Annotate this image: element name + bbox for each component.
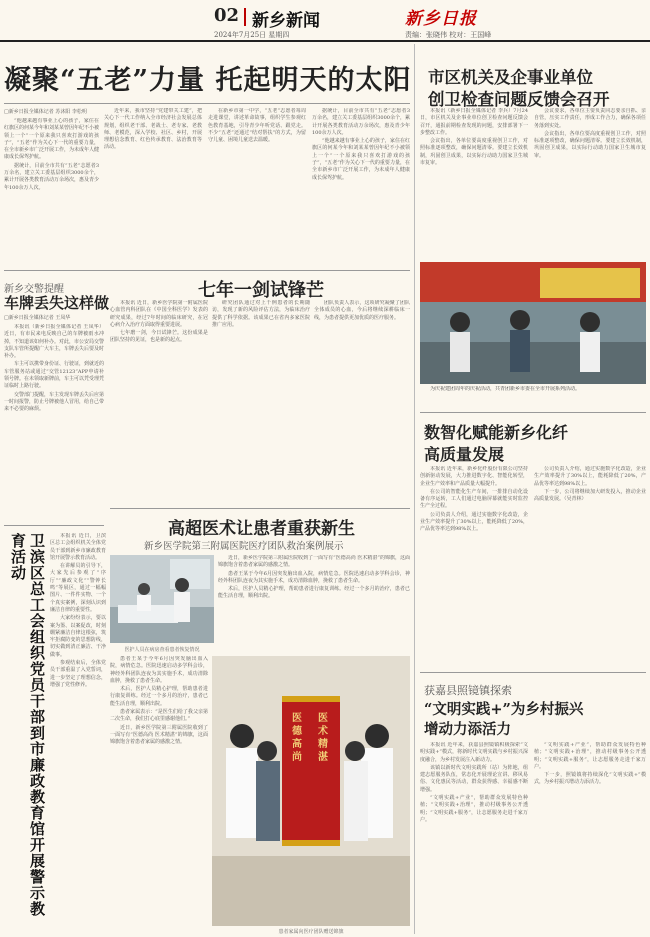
digital-rule	[420, 672, 646, 673]
union-body: 本报讯 近日，卫滨区总工会组织机关全体党员干部到新乡市廉政教育馆开展警示教育活动。 在讲解员的引导下，大家先后参观了“序厅”“廉政文化”“警钟长鸣”等展区，通过一幅幅图片、一件件实物、一个个真实案例，深刻认识到廉洁自律的重要性。 大家纷纷表示，要以案为鉴、以案促改，时刻绷紧廉洁自律这根弦，筑牢拒腐防变的思想防线，切实做到清正廉洁、干净做事。 参观结束后，全体党员干部重温了入党誓词，进一步坚定了理想信念，增强了党性修养。	[50, 533, 106, 688]
meeting-col-2: 会议要求，各单位主要负责同志要亲自抓、亲自管，压实工作责任，形成工作合力，确保各项任务落到实处。 会议指出，各单位要高度重视创卫工作，对照标准逐项整改，确保问题清零。要建立长效机制，巩固创卫成果，以实际行动助力国家卫生城市复审。	[534, 108, 646, 159]
doctors-subtitle: 新乡医学院第三附属医院医疗团队救治案例展示	[144, 541, 344, 552]
village-headline-1: “文明实践+”为乡村振兴	[424, 701, 584, 718]
digital-headline-2: 高质量发展	[424, 445, 505, 464]
issue-date: 2024年7月25日 星期四	[214, 31, 290, 39]
doctors-body-top: 近日，新乡医学院第三附属医院收到了一面写有“医德高尚 医术精湛”的锦旗，这面锦旗饱含着患者家属的感激之情。 患者王某于今年6月因突发脑出血入院，病情危急。医院迅速启动多学科会诊，神经外科团队连夜为其实施手术，成功清除血肿，挽救了患者生命。 术后，医护人员精心护理，帮助患者进行康复训练。经过一个多月的治疗，患者已能生活自理，顺利出院。	[218, 555, 410, 600]
youth-event-caption: 为庆祝建团周年的庆祝活动，共青团新乡市委在全市开展系列活动。	[430, 386, 581, 392]
column-divider	[414, 44, 415, 934]
meeting-headline-1: 市区机关及企事业单位	[428, 68, 593, 87]
pennant-text-left: 医 德 高 尚	[292, 713, 302, 763]
youth-event-photo	[420, 262, 646, 384]
lead-headline: 凝聚“五老”力量 托起明天的太阳	[4, 65, 412, 96]
pennant-caption: 患者家属向医疗团队赠送锦旗	[278, 929, 344, 935]
page-number: 02	[214, 5, 240, 26]
masthead-logo: 新乡日报	[405, 9, 477, 29]
village-col-2: “文明实践+产业”，帮助群众发展特色种植；“文明实践+治理”，推动村级事务公开透明；“文明实践+服务”，让志愿服务走进千家万户。 下一步，照镜镇将持续深化“文明实践+”模式，为乡村振兴增动力添活力。	[534, 742, 646, 786]
traffic-rule	[4, 525, 104, 526]
header-rule	[0, 40, 650, 42]
lead-col-3: 在新乡市第一中学，“五老”志愿者每周走进课堂，讲述革命故事，组织学生参观红色教育基地，引导青少年听党话、跟党走。不少“五老”还通过“结对帮扶”的方式，为留守儿童、困境儿童送去温暖。	[208, 108, 306, 144]
meeting-col-1: 本报讯（新乡日报全媒体记者 李兵）7月24日，市区机关及企事业单位创卫检查问题反馈会召开，通报前期检查发现的问题，安排部署下一步整改工作。 会议指出，各单位要高度重视创卫工作，对照标准逐项整改，确保问题清零。要建立长效机制，巩固创卫成果，以实际行动助力国家卫生城市复审。	[420, 108, 528, 167]
editor-line: 责编：张晓伟 校对：王国峰	[405, 31, 492, 39]
village-kicker: 获嘉县照镜镇探索	[424, 684, 512, 697]
lead-col-4: 据统计，目前全市共有“五老”志愿者3万余名，建立关工委基层组织3000余个，累计开展各类教育活动万余场次，惠及青少年100余万人次。 “他越来越有事业上心的孩子，家住在红旗区的何某今年和刘某某曾因年纪不小被领上一个“一个原来我只喜欢打游戏的孩子”，“五老”作为关心下一代的重要力量，在全市新乡市广泛开展工作，为未成年人健康成长保驾护航。	[312, 108, 410, 181]
lead-rule	[4, 103, 410, 104]
doctors-col-1: 患者王某于今年6月因突发脑出血入院，病情危急。医院迅速启动多学科会诊，神经外科团队连夜为其实施手术，成功清除血肿，挽救了患者生命。 术后，医护人员精心护理，帮助患者进行康复训练。经过一个多月的治疗，患者已能生活自理，顺利出院。 患者家属表示：“是医生们给了我父亲第二次生命，我们打心底里感谢他们。” 近日，新乡医学院第三附属医院收到了一面写有“医德高尚 医术精湛”的锦旗，这面锦旗饱含着患者家属的感激之情。	[110, 656, 208, 746]
seven-col-3: 团队负责人表示，这项研究凝聚了团队全体成员的心血，今后将继续深耕临床一线，为患者提供更加优质的医疗服务。	[314, 300, 410, 321]
pennant-photo	[212, 656, 410, 926]
traffic-body: 本报讯（新乡日报全媒体记者 王凤华）近日，有市民来电反映自己的车牌被雨水冲掉，不知道该如何补办。对此，市公安局交警支队车管所提醒广大车主，车牌丢失后要及时补办。 车主可以携带身份证、行驶证，到就近的车管服务站或通过“交管12123”APP申请补领号牌。在未领取新牌前，车主可以凭受理凭证临时上路行驶。 交警部门提醒，车主发现车牌丢失后应第一时间报警，防止号牌被他人冒用，给自己带来不必要的麻烦。	[4, 324, 104, 413]
lead-col-2: 近年来，我市坚持“党建带关工建”，把关心下一代工作纳入全市经济社会发展总体规划，组织老干部、老战士、老专家、老教师、老模范，深入学校、社区、乡村，开展理想信念教育、红色传承教育、法治教育等活动。	[104, 108, 202, 151]
digital-col-1: 本报讯 近年来，新乡化纤股份有限公司坚持创新驱动发展，大力推进数字化、智能化转型，企业生产效率和产品质量大幅提升。 在公司的智能化生产车间，一排排自动化设备有序运转，工人们通过电脑屏幕就能实时监控生产全过程。 公司负责人介绍，通过实施数字化改造，企业生产效率提升了30%以上，能耗降低了20%，产品优等率达到98%以上。	[420, 466, 528, 533]
seven-col-2: 研究团队通过对上千例患者的长期随访，发现了新的风险评估方法，为临床治疗提供了科学依据。该成果已在省内多家医院推广应用。	[212, 300, 310, 328]
traffic-byline: □新乡日报全媒体记者 王凤华	[4, 315, 71, 321]
meeting-rule	[420, 412, 646, 413]
section-title: 新乡新闻	[252, 11, 320, 31]
digital-col-2: 公司负责人介绍，通过实施数字化改造，企业生产效率提升了30%以上，能耗降低了20%，产品优等率达到98%以上。 下一步，公司将继续加大研发投入，推动企业高质量发展。（吴青林）	[534, 466, 646, 503]
traffic-kicker: 新乡交警提醒	[4, 284, 64, 295]
lead-bottom-rule	[4, 270, 410, 271]
hospital-room-caption: 医护人员在病房查看患者恢复情况	[124, 647, 200, 653]
seven-rule	[110, 508, 410, 509]
hospital-room-photo	[110, 555, 214, 643]
meeting-headline-2: 创卫检查问题反馈会召开	[428, 90, 610, 109]
seven-headline: 七年一剑试锋芒	[198, 280, 324, 301]
traffic-headline: 车牌丢失这样做	[4, 294, 110, 312]
header-divider	[244, 8, 246, 26]
doctors-headline: 高超医术让患者重获新生	[168, 519, 355, 539]
seven-col-1: 本报讯 近日，新乡医学院第一附属医院心血管内科团队在《中国全科医学》发表的研究成果，经过7年时间的临床研究，在冠心病介入治疗方面取得重要进展。 七年磨一剑，今日试锋芒。这份成果是团队坚持的见证，也是新的起点。	[110, 300, 208, 344]
union-headline: 卫滨区总工会组织党员干部到市廉政教育馆开展警示教育活动	[9, 533, 46, 917]
lead-col-1: “他越来越有事业上心的孩子，家住在红旗区的何某今年和刘某某曾因年纪不小被领上一个“一个原来我只喜欢打游戏的孩子”，“五老”作为关心下一代的重要力量，在全市新乡市广泛开展工作，为未成年人健康成长保驾护航。 据统计，目前全市共有“五老”志愿者3万余名，建立关工委基层组织3000余个，累计开展各类教育活动万余场次，惠及青少年100余万人次。	[4, 118, 99, 191]
pennant-text-right: 医 术 精 湛	[318, 713, 328, 763]
village-col-1: 本报讯 近年来，获嘉县照镜镇积极探索“文明实践+”模式，将新时代文明实践与乡村振兴深度融合，为乡村发展注入新动力。 该镇以新时代文明实践所（站）为阵地，组建志愿服务队伍，常态化开展理论宣讲、移风易俗、文化惠民等活动，群众获得感、幸福感不断增强。 “文明实践+产业”，帮助群众发展特色种植；“文明实践+治理”，推动村级事务公开透明；“文明实践+服务”，让志愿服务走进千家万户。	[420, 742, 528, 823]
village-headline-2: 增动力添活力	[424, 721, 511, 738]
digital-headline-1: 数智化赋能新乡化纤	[424, 423, 569, 442]
lead-byline: □新乡日报全媒体记者 苏沐阳 李松明	[4, 109, 87, 115]
